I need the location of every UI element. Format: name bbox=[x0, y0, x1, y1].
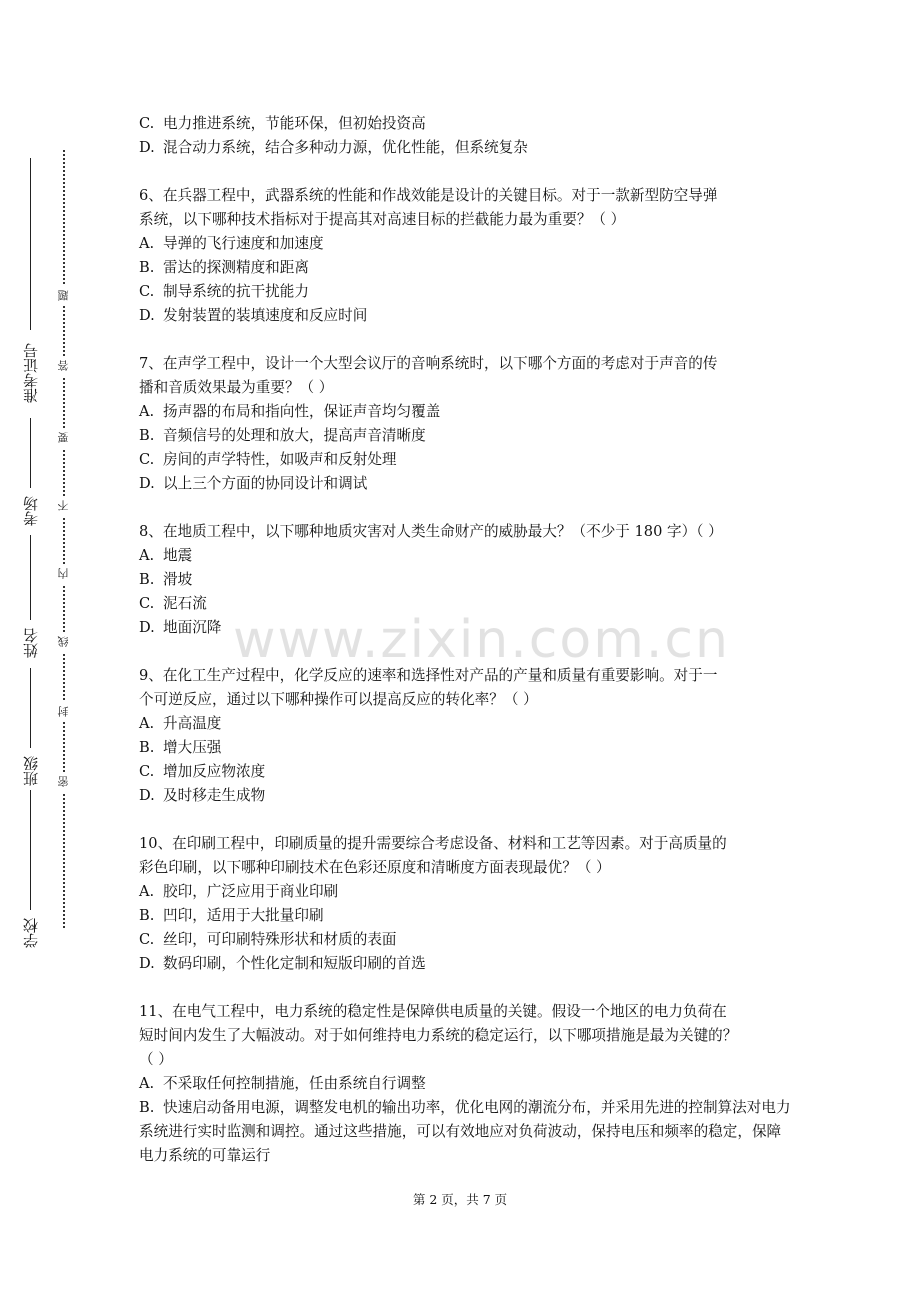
option-letter: D. bbox=[139, 955, 155, 972]
question-stem-line: 8、在地质工程中，以下哪种地质灾害对人类生命财产的威胁最大？（不少于 180 字）（ ） bbox=[139, 523, 723, 540]
answer-option bbox=[139, 952, 791, 976]
seal-char: 封 bbox=[54, 702, 74, 722]
answer-option bbox=[139, 760, 791, 784]
seal-char: 不 bbox=[54, 496, 74, 516]
answer-option bbox=[139, 1072, 791, 1096]
option-text: 混合动力系统，结合多种动力源，优化性能，但系统复杂 bbox=[163, 139, 528, 156]
option-letter: C. bbox=[139, 595, 155, 612]
option-letter: D. bbox=[139, 307, 155, 324]
option-text: 胶印，广泛应用于商业印刷 bbox=[163, 883, 339, 900]
seal-char: 题 bbox=[54, 286, 74, 306]
option-letter: B. bbox=[139, 1099, 155, 1116]
seal-char: 要 bbox=[54, 428, 74, 448]
answer-option bbox=[139, 232, 791, 256]
option-text: 数码印刷，个性化定制和短版印刷的首选 bbox=[163, 955, 426, 972]
option-letter: C. bbox=[139, 763, 155, 780]
question-stem-line: 个可逆反应，通过以下哪种操作可以提高反应的转化率？（ ） bbox=[139, 691, 538, 708]
seal-char: 内 bbox=[54, 564, 74, 584]
option-letter: A. bbox=[139, 235, 155, 252]
answer-option bbox=[139, 712, 791, 736]
option-letter: A. bbox=[139, 883, 155, 900]
label-exam-room: 考场 bbox=[22, 496, 40, 526]
room-blank bbox=[30, 418, 31, 488]
answer-option bbox=[139, 256, 791, 280]
option-text: 不采取任何控制措施，任由系统自行调整 bbox=[163, 1075, 426, 1092]
option-text: 凹印，适用于大批量印刷 bbox=[163, 907, 324, 924]
label-school: 学校 bbox=[22, 918, 40, 948]
option-text: 音频信号的处理和放大，提高声音清晰度 bbox=[163, 427, 426, 444]
school-blank bbox=[30, 790, 31, 910]
option-text: 增加反应物浓度 bbox=[163, 763, 266, 780]
option-letter: C. bbox=[139, 451, 155, 468]
option-text: 升高温度 bbox=[163, 715, 222, 732]
option-text: 丝印，可印刷特殊形状和材质的表面 bbox=[163, 931, 397, 948]
question-stem-line: 短时间内发生了大幅波动。对于如何维持电力系统的稳定运行，以下哪项措施是最为关键的？ bbox=[139, 1027, 738, 1044]
name-blank bbox=[30, 535, 31, 620]
option-text: 滑坡 bbox=[163, 571, 193, 588]
admission-blank bbox=[30, 158, 31, 330]
option-text: 雷达的探测精度和距离 bbox=[163, 259, 309, 276]
option-letter: C. bbox=[139, 115, 155, 132]
question bbox=[139, 832, 791, 976]
answer-option bbox=[139, 472, 791, 496]
class-blank bbox=[30, 668, 31, 748]
option-letter: C. bbox=[139, 931, 155, 948]
option-letter: D. bbox=[139, 619, 155, 636]
option-text: 导弹的飞行速度和加速度 bbox=[163, 235, 324, 252]
label-admission-no: 准考证号 bbox=[22, 343, 40, 403]
question bbox=[139, 664, 791, 808]
question bbox=[139, 112, 791, 160]
option-letter: D. bbox=[139, 475, 155, 492]
answer-option bbox=[139, 112, 791, 136]
answer-option bbox=[139, 736, 791, 760]
question bbox=[139, 352, 791, 496]
answer-option bbox=[139, 904, 791, 928]
option-letter: D. bbox=[139, 787, 155, 804]
option-letter: C. bbox=[139, 283, 155, 300]
seal-dotted-line bbox=[63, 150, 65, 928]
option-text: 泥石流 bbox=[163, 595, 207, 612]
question-stem-line: 11、在电气工程中，电力系统的稳定性是保障供电质量的关键。假设一个地区的电力负荷在 bbox=[139, 1003, 727, 1020]
option-letter: A. bbox=[139, 1075, 155, 1092]
answer-option bbox=[139, 304, 791, 328]
watermark: www.zixin.com.cn bbox=[233, 610, 730, 670]
option-letter: A. bbox=[139, 547, 155, 564]
option-text: 增大压强 bbox=[163, 739, 222, 756]
answer-option bbox=[139, 400, 791, 424]
option-text: 制导系统的抗干扰能力 bbox=[163, 283, 309, 300]
option-letter: A. bbox=[139, 715, 155, 732]
answer-option bbox=[139, 1096, 791, 1168]
answer-option bbox=[139, 568, 791, 592]
option-letter: B. bbox=[139, 259, 155, 276]
option-text: 以上三个方面的协同设计和调试 bbox=[163, 475, 368, 492]
answer-option bbox=[139, 544, 791, 568]
answer-option bbox=[139, 784, 791, 808]
question bbox=[139, 184, 791, 328]
option-letter: A. bbox=[139, 403, 155, 420]
answer-option bbox=[139, 424, 791, 448]
question-stem-line: 播和音质效果最为重要？（ ） bbox=[139, 379, 334, 396]
label-name: 姓名 bbox=[22, 628, 40, 658]
question-stem-line: （ ） bbox=[139, 1051, 173, 1068]
option-text: 快速启动备用电源，调整发电机的输出功率，优化电网的潮流分布，并采用先进的控制算法对电力系统进行实时监测和调控。通过这些措施，可以有效地应对负荷波动，保持电压和频率的稳定，保障电力系统的可靠运行 bbox=[139, 1099, 791, 1164]
option-text: 及时移走生成物 bbox=[163, 787, 266, 804]
option-letter: B. bbox=[139, 739, 155, 756]
question bbox=[139, 1000, 791, 1168]
option-letter: B. bbox=[139, 571, 155, 588]
page-footer: 第 2 页，共 7 页 bbox=[412, 1192, 508, 1207]
seal-char: 答 bbox=[54, 356, 74, 376]
option-letter: B. bbox=[139, 427, 155, 444]
question-stem-line: 6、在兵器工程中，武器系统的性能和作战效能是设计的关键目标。对于一款新型防空导弹 bbox=[139, 187, 718, 204]
option-text: 地面沉降 bbox=[163, 619, 222, 636]
question-stem-line: 9、在化工生产过程中，化学反应的速率和选择性对产品的产量和质量有重要影响。对于一 bbox=[139, 667, 718, 684]
label-class: 班级 bbox=[22, 756, 40, 786]
seal-char: 线 bbox=[54, 632, 74, 652]
option-text: 房间的声学特性，如吸声和反射处理 bbox=[163, 451, 397, 468]
option-text: 地震 bbox=[163, 547, 193, 564]
answer-option bbox=[139, 448, 791, 472]
option-text: 电力推进系统，节能环保，但初始投资高 bbox=[163, 115, 426, 132]
answer-option bbox=[139, 880, 791, 904]
answer-option bbox=[139, 280, 791, 304]
question-stem-line: 10、在印刷工程中，印刷质量的提升需要综合考虑设备、材料和工艺等因素。对于高质量的 bbox=[139, 835, 727, 852]
question-stem-line: 彩色印刷，以下哪种印刷技术在色彩还原度和清晰度方面表现最优？（ ） bbox=[139, 859, 611, 876]
option-text: 扬声器的布局和指向性，保证声音均匀覆盖 bbox=[163, 403, 441, 420]
answer-option bbox=[139, 136, 791, 160]
question-stem-line: 系统，以下哪种技术指标对于提高其对高速目标的拦截能力最为重要？（ ） bbox=[139, 211, 626, 228]
answer-option bbox=[139, 928, 791, 952]
option-letter: D. bbox=[139, 139, 155, 156]
seal-char: 密 bbox=[54, 772, 74, 792]
option-letter: B. bbox=[139, 907, 155, 924]
question-stem-line: 7、在声学工程中，设计一个大型会议厅的音响系统时，以下哪个方面的考虑对于声音的传 bbox=[139, 355, 718, 372]
option-text: 发射装置的装填速度和反应时间 bbox=[163, 307, 368, 324]
